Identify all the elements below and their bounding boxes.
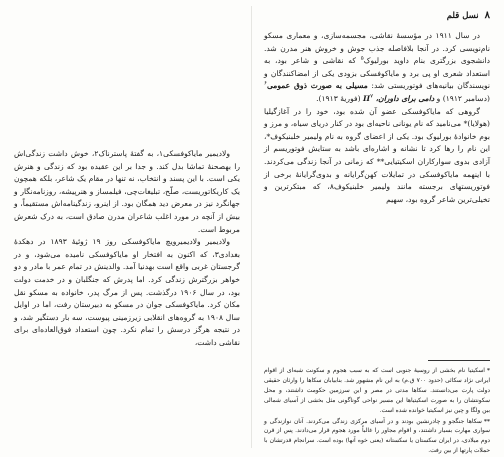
para1-text-a: در سال ۱۹۱۱ در مؤسسهٔ نقاشی، مجسمه‌سازی، و معماری مسکو نام‌نویسی کرد. در آنجا بلافاصله جذب جوش و خروش هنر مدرن شد. دانشجوی بزرگتری بنام داوید بورلیوک <box>264 31 490 66</box>
footnote-1 <box>264 366 490 417</box>
footnote-marker-2: ** <box>483 417 490 425</box>
left-page <box>0 0 252 454</box>
footnote-separator <box>428 360 490 361</box>
right-paragraph-2: گروهی که مایاکوفسکی عضو آن شده بود، خود را در آغازگیلیا (هولایا)* می‌نامید که نام یونانی ناحیه‌ای بود در کنار دریای سیاه، و مرز و بوم خانوادهٔ بورلیوک بود. یکی از اعضای گروه به نام ولیمیر خلبنیکوف*، این نام را رها کرد تا نشانه و اشاره‌ای باشد به ستایش فوتوریسم از آزادی بدوی سوارکاران اسکیتیایی** که زمانی در آنجا زندگی می‌کردند. با اینهمه مایاکوفسکی در تمایلات کهن‌گرایانه و بدوی‌گرایانهٔ برخی از فوتوریستهای برجسته مانند ولیمیر خلبنیکوف۸، که مبتکرترین و تخیلی‌ترین شاعر گروه بود، سهیم <box>264 106 490 204</box>
footnotes <box>264 366 490 457</box>
page-number: ۸ <box>484 10 490 21</box>
running-head-title: نسل قلم <box>446 10 479 21</box>
left-text-column <box>14 148 240 350</box>
para1-text-c: (دسامبر ۱۹۱۲) و <box>436 93 490 103</box>
manifesto-title-2: دامی برای داوران، II <box>363 93 435 103</box>
para1-text-d: (فوریهٔ ۱۹۱۳). <box>316 93 361 103</box>
right-paragraph-1 <box>264 30 490 106</box>
manifesto-title-1: مسیلی به صورت ذوق عمومی <box>266 81 368 91</box>
para1-text-b: که نقاشی و شاعر بود، به استعداد شعری او پی برد و مایاکوفسکی بزودی یکی از امضاکنندگان و نویسندگان بیانیه‌های فوتوریستی شد: <box>264 56 491 91</box>
right-page <box>252 0 504 454</box>
footnote-marker-1: * <box>486 367 490 374</box>
footnote-ref-6: ۶ <box>264 80 267 87</box>
left-paragraph-2: ولادیمیر ولادیمیرویچ مایاکوفسکی روز ۱۹ ژوئیهٔ ۱۸۹۳ در دهکدهٔ بغدادی۳، که اکنون به افتخار او مایاکوفسکی نامیده می‌شود، و در گرجستان غربی واقع است بهدنیا آمد. والدینش در تمام عمر با مادر و دو خواهر بزرگترش زندگی کرد. اما پدرش که جنگلبان و در خدمت دولت بود، در سال ۱۹۰۶ درگذشت. پس از مرگ پدر، خانواده به مسکو نقل مکان کرد. مایاکوفسکی جوان در مسکو به دبیرستان رفت، اما در اوایل سال ۱۹۰۸ به گروه‌های انقلابی زیرزمینی پیوست، سه بار دستگیر شد، و در نتیجه هرگز درسش را تمام نکرد. چون استعداد فوق‌العاده‌ای برای نقاشی داشت، <box>14 237 240 347</box>
footnote-ref-5: ۵ <box>360 55 364 62</box>
right-text-column <box>264 30 490 206</box>
footnote-ref-7: ۷ <box>370 93 374 100</box>
left-paragraph-1: ولادیمیر مایاکوفسکی۱، به گفتهٔ پاسترناک۲، خوش داشت زندگی‌اش را بهصحنهٔ تماشا بدل کند. و جدا بر این عقیده بود که زندگی و هنرش یکی است. با این پسند و انتخاب، نه تنها در مقام یک شاعر، بلکه همچون یک کاریکاتوریست، صلّح، تبلیغات‌چی، فیلمساز و هنرپیشه، روزنامه‌نگار و جهانگرد نیز در معرض دید همگان بود. از اینرو، زندگینامه‌اش مستقیماً، و بیش از آنچه در مورد اغلب شاعران مدرن صادق است، به درک شعرش مربوط است. <box>14 149 240 234</box>
footnote-2-text: سکاها جنگجو و چادرنشین بودند و در آسیای مرکزی زندگی می‌کردند. آنان نوازندگی و سواری مهارت بسیار داشتند، و اقوام مجاور را غالباً مورد هجوم قرار می‌دادند. پس از قرن دوم میلادی، در ایران سکستان یا سکستانه (یعنی خوه آنها) بوده است. سرانجام قدرتشان با حملات پارتها از بین رفت. <box>264 418 490 455</box>
footnote-1-text: اسکیتیا نام بخشی از روسیهٔ جنوبی است که به سبب هجوم و سکونت شبه‌ای از اقوام ایرانی نژاد سکائی (حدود ۷۰۰ ق.م) به این نام مشهور شد. بنا‌بیابان سکاها را وارثان حقیقی دولت پارت می‌دانستند. سکاها مدتی در مصر و این سرزمین حکومت داشتند، و محل سکونتشان را به صورت اسکیتیاها این مسیر نواحی گوناگونی مثل بخشی از آسیای شمالی بین ولگا و چین نیز اسکیتیا خوانده شده است. <box>264 368 490 414</box>
running-head <box>266 10 490 21</box>
footnote-2 <box>264 417 490 457</box>
